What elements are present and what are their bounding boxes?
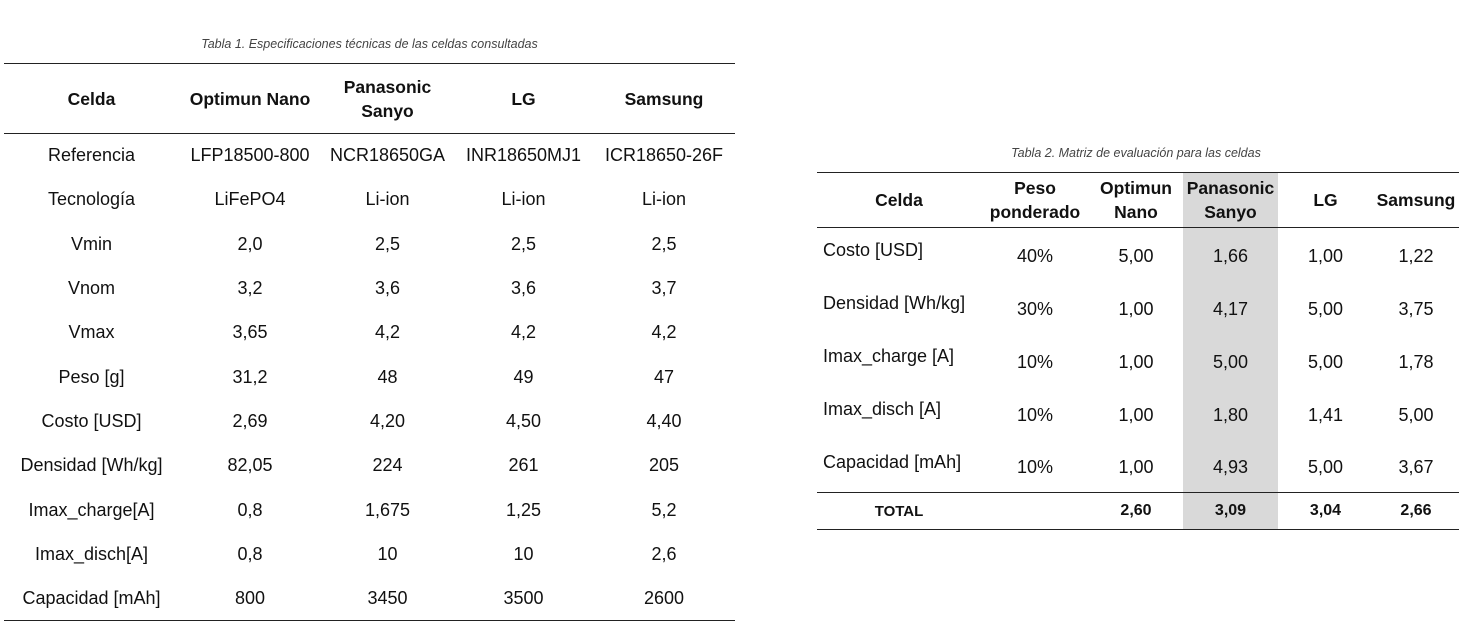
- table-cell: 3,75: [1398, 298, 1434, 319]
- table-cell: ICR18650-26F: [604, 145, 724, 166]
- table-row: [4, 576, 735, 620]
- table-cell: 4,20: [369, 410, 406, 431]
- total-optimun-nano: 2,60: [1120, 502, 1152, 519]
- table-row: [4, 134, 735, 178]
- table-cell: 1,00: [1307, 245, 1344, 266]
- table-cell: 10: [377, 543, 398, 564]
- table-cell: 4,2: [651, 322, 677, 343]
- table-cell: 82,05: [227, 455, 273, 476]
- matrix-header-lg: LG: [1313, 190, 1338, 210]
- table-cell: LiFePO4: [214, 189, 286, 210]
- table-cell: 1,00: [1118, 404, 1154, 425]
- table-cell: 3500: [503, 587, 544, 608]
- table-cell: 3,6: [510, 278, 537, 299]
- table-cell: Densidad [Wh/kg]: [20, 455, 163, 476]
- table-cell: Li-ion: [641, 189, 687, 210]
- specs-header-celda: Celda: [67, 88, 116, 109]
- table-cell: 40%: [1016, 245, 1054, 266]
- table-cell: 1,00: [1118, 351, 1154, 372]
- table-cell: 1,00: [1118, 457, 1154, 478]
- table-cell: 2,5: [510, 233, 537, 254]
- table-cell: 1,675: [364, 499, 411, 520]
- table-cell: Vmin: [70, 233, 112, 254]
- table-cell: 4,2: [510, 322, 537, 343]
- table-cell: 1,41: [1307, 404, 1344, 425]
- table-cell: 1,80: [1183, 387, 1278, 440]
- table-cell: 3,2: [237, 278, 263, 299]
- table-row: [817, 387, 1459, 440]
- table-cell: Densidad [Wh/kg]: [823, 292, 966, 313]
- matrix-header-row: [817, 173, 1459, 228]
- table-cell: 4,40: [646, 410, 682, 431]
- table-cell: 47: [653, 366, 675, 387]
- table-cell: Capacidad [mAh]: [22, 587, 161, 608]
- table-cell: LFP18500-800: [190, 145, 310, 166]
- table-cell: Imax_charge[A]: [28, 499, 155, 520]
- evaluation-matrix-table: [817, 172, 1459, 530]
- table-row: [817, 440, 1459, 493]
- table-cell: 3,6: [374, 278, 401, 299]
- table-cell: 224: [372, 455, 403, 476]
- table-cell: Li-ion: [365, 189, 410, 210]
- specs-table: [4, 63, 735, 621]
- table-row: [4, 532, 735, 576]
- total-panasonic-sanyo: 3,09: [1183, 493, 1278, 530]
- table-cell: 0,8: [237, 543, 263, 564]
- table-row: [4, 222, 735, 266]
- table-cell: 261: [508, 455, 539, 476]
- table-row: [4, 488, 735, 532]
- specs-header-row: [4, 64, 735, 134]
- table-cell: 3,65: [232, 322, 268, 343]
- table-cell: 2,0: [237, 233, 263, 254]
- table-cell: 30%: [1016, 298, 1054, 319]
- table-row: [817, 281, 1459, 334]
- matrix-header-samsung: Samsung: [1376, 190, 1456, 210]
- table-cell: 4,50: [505, 410, 542, 431]
- table-cell: Tecnología: [47, 189, 136, 210]
- matrix-header-peso-ponderado: Peso ponderado: [989, 178, 1081, 222]
- table-cell: 4,17: [1183, 281, 1278, 334]
- total-row: [817, 493, 1459, 530]
- table-cell: 0,8: [237, 499, 263, 520]
- total-samsung: 2,66: [1400, 502, 1432, 519]
- table-cell: 5,00: [1307, 298, 1344, 319]
- table-cell: 5,00: [1398, 404, 1434, 425]
- table-cell: 1,00: [1118, 298, 1154, 319]
- table-cell: 2,5: [374, 233, 401, 254]
- specs-header-panasonic-sanyo: Panasonic Sanyo: [343, 76, 432, 121]
- table-cell: [981, 493, 1089, 530]
- table-cell: 10%: [1016, 351, 1054, 372]
- table-cell: Costo [USD]: [823, 240, 924, 260]
- table-row: [817, 228, 1459, 281]
- table-cell: 5,2: [651, 499, 677, 520]
- table-cell: Capacidad [mAh]: [823, 451, 962, 472]
- table-row: [4, 399, 735, 443]
- table-row: [4, 355, 735, 399]
- table-cell: Li-ion: [501, 189, 546, 210]
- specs-header-samsung: Samsung: [624, 88, 704, 109]
- matrix-header-celda: Celda: [875, 190, 923, 210]
- table-cell: 5,00: [1307, 457, 1344, 478]
- table-cell: 205: [648, 455, 680, 476]
- table-cell: 2,6: [651, 543, 677, 564]
- matrix-header-optimun-nano: Optimun Nano: [1100, 178, 1172, 222]
- table-row: [817, 334, 1459, 387]
- total-label: TOTAL: [874, 502, 924, 520]
- table-cell: 2,69: [232, 410, 268, 431]
- table-cell: 3450: [367, 587, 408, 608]
- table-cell: Costo [USD]: [41, 410, 142, 431]
- table-cell: 1,66: [1183, 228, 1278, 281]
- table-cell: 10%: [1016, 404, 1054, 425]
- total-lg: 3,04: [1309, 502, 1342, 519]
- table-row: [4, 311, 735, 355]
- specs-header-optimun-nano: Optimun Nano: [189, 88, 311, 109]
- table-cell: 5,00: [1118, 245, 1154, 266]
- table-cell: Vmax: [68, 322, 115, 343]
- table-row: [4, 444, 735, 488]
- matrix-header-panasonic-sanyo: Panasonic Sanyo: [1183, 173, 1278, 228]
- table-cell: 3,67: [1398, 457, 1434, 478]
- table-cell: 10%: [1016, 457, 1054, 478]
- table-cell: Peso [g]: [58, 366, 125, 387]
- table-cell: 2,5: [651, 233, 677, 254]
- table-cell: Imax_disch [A]: [823, 398, 942, 419]
- table-cell: 4,93: [1183, 440, 1278, 493]
- table-cell: 5,00: [1183, 334, 1278, 387]
- table-row: [4, 178, 735, 222]
- table-cell: 4,2: [374, 322, 401, 343]
- table-cell: 48: [377, 366, 398, 387]
- table-cell: 2600: [643, 587, 685, 608]
- table-cell: 49: [513, 366, 534, 387]
- table-cell: 1,25: [505, 499, 542, 520]
- table-cell: INR18650MJ1: [465, 145, 582, 166]
- table-cell: 1,22: [1398, 245, 1434, 266]
- table2-caption: Tabla 2. Matriz de evaluación para las celdas: [1011, 146, 1261, 160]
- table-row: [4, 266, 735, 310]
- table-cell: 1,78: [1398, 351, 1434, 372]
- table-cell: 800: [234, 587, 266, 608]
- table-cell: 3,7: [651, 278, 677, 299]
- table-cell: Imax_disch[A]: [34, 543, 149, 564]
- table-cell: Referencia: [47, 145, 136, 166]
- table-cell: 31,2: [232, 366, 268, 387]
- table-cell: Vnom: [67, 278, 116, 299]
- table-cell: 5,00: [1307, 351, 1344, 372]
- specs-header-lg: LG: [511, 88, 536, 109]
- table1-caption: Tabla 1. Especificaciones técnicas de las celdas consultadas: [201, 37, 538, 51]
- table-cell: Imax_charge [A]: [823, 345, 955, 366]
- table-cell: 10: [513, 543, 534, 564]
- table-cell: NCR18650GA: [329, 145, 446, 166]
